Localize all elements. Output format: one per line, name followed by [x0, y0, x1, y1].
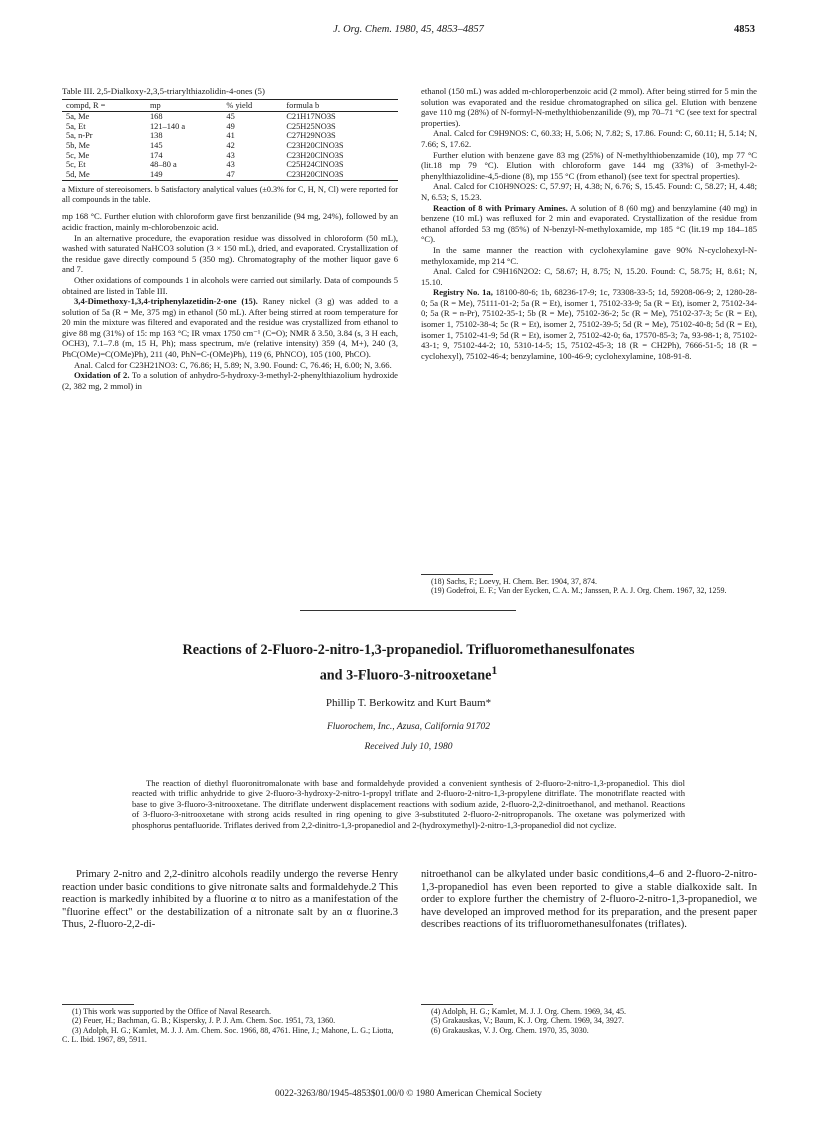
paragraph: Other oxidations of compounds 1 in alcohols were carried out similarly. Data of compounds 5 obtained are listed in Table III.	[62, 274, 398, 296]
reference: (18) Sachs, F.; Loevy, H. Chem. Ber. 1904, 37, 874.	[431, 577, 597, 586]
article-separator	[300, 610, 516, 611]
col-header-compd: compd, R =	[62, 99, 146, 112]
cell: 121–140 a	[149, 121, 186, 131]
table-row	[62, 170, 398, 181]
references-18-19	[421, 574, 757, 596]
intro-right-column	[421, 869, 757, 932]
reference: (19) Godefroi, E. F.; Van der Eycken, C. A. M.; Janssen, P. A. J. Org. Chem. 1967, 32, 1259.	[431, 586, 727, 596]
table-footnotes: a Mixture of stereoisomers. b Satisfactory analytical values (±0.3% for C, H, N, Cl) were reported for all compounds in the table.	[62, 185, 398, 205]
run-in-heading: Reaction of 8 with Primary Amines.	[433, 202, 568, 213]
cell: 5c, Me	[66, 150, 90, 160]
paragraph: In an alternative procedure, the evaporation residue was dissolved in chloroform (50 mL), washed with saturated NaHCO3 solution (3 × 150 mL), dried, and evaporated. Crystallization of the residue gave directly compound 5 (350 mg). Chromatography of the mother liquor gave 6 and 7.	[62, 232, 398, 275]
cell: 47	[222, 170, 282, 181]
cell: C23H20ClNO3S	[286, 150, 344, 160]
authors: Phillip T. Berkowitz and Kurt Baum*	[325, 697, 492, 709]
cell: C25H24ClNO3S	[286, 160, 344, 170]
col-header-formula: formula b	[282, 99, 398, 112]
cell: 43	[226, 160, 235, 170]
cell: C25H25NO3S	[286, 121, 336, 131]
title-line-1: Reactions of 2-Fluoro-2-nitro-1,3-propanediol. Trifluoromethanesulfonates	[182, 642, 635, 658]
paragraph-text: A solution of 8 (60 mg) and benzylamine (40 mg) in benzene (10 mL) was refluxed for 2 min and evaporated. Crystallization of the residue from ethanol afforded 53 mg (85%) of N-benzyl-N-methyloxamide, mp 185 °C (lit.19 mp 184–185 °C).	[421, 202, 758, 245]
footnote: (5) Grakauskas, V.; Baum, K. J. Org. Chem. 1969, 34, 3927.	[431, 1016, 624, 1026]
footnote-rule	[62, 1004, 134, 1005]
footnote: (2) Feuer, H.; Bachman, G. B.; Kispersky, J. P. J. Am. Chem. Soc. 1951, 73, 1360.	[72, 1016, 336, 1026]
data-table	[62, 99, 398, 182]
cell: 5b, Me	[66, 140, 90, 150]
paragraph: Anal. Calcd for C10H9NO2S: C, 57.97; H, 4.38; N, 6.76; S, 15.45. Found: C, 58.27; H, 4.48; N, 6.53; S, 15.23.	[421, 181, 757, 202]
cell: 5c, Et	[66, 160, 86, 170]
cell: C23H20ClNO3S	[286, 140, 344, 150]
received-date: Received July 10, 1980	[364, 742, 453, 752]
cell: 45	[226, 112, 235, 122]
left-column-top	[62, 86, 398, 391]
table-row	[62, 151, 398, 161]
cell: 5a, n-Pr	[66, 131, 93, 141]
table-row	[62, 131, 398, 141]
footnote-rule	[421, 574, 493, 575]
copyright-footer: 0022-3263/80/1945-4853$01.00/0 © 1980 American Chemical Society	[275, 1089, 542, 1099]
paragraph-text: 18100-80-6; 1b, 68236-17-9; 1c, 73308-33-5; 1d, 59208-06-9; 2, 1280-28-0; 5a (R = Me), 75111-01-2; 5a (R = Et), isomer 1, 75102-33-9; 5a (R = Et), isomer 2, 75102-34-0; 5a (R = n-Pr), 75102-35-1; 5b (R = Me), 75102-36-2; 5c (R = Me), 75102-37-3; 5c (R = Et), isomer 1, 75102-38-4; 5c (R = Et), isomer 2, 75102-39-5; 5d (R = Me), 75102-40-8; 5d (R = Et), isomer 1, 75102-41-9; 5d (R = Et), isomer 2, 75102-42-0; 6a, 17570-85-3; 7a, 93-98-1; 8, 75102-43-1; 9, 75102-44-2; 10, 5310-14-5; 15, 75102-45-3; 18 (R = CH2Ph), 7666-51-5; 18 (R = cyclohexyl), 75102-46-4; benzylamine, 100-46-9; cyclohexylamine, 108-91-8.	[421, 287, 757, 361]
col-header-yield: % yield	[222, 99, 282, 112]
cell: C27H29NO3S	[286, 131, 336, 141]
paragraph: Primary 2-nitro and 2,2-dinitro alcohols readily undergo the reverse Henry reaction under basic conditions to give nitronate salts and formaldehyde.2 This reaction is markedly inhibited by a fluorine α to nitro as a manifestation of the "fluorine effect" or the destabilization of a nitronate salt by an α fluorine.3 Thus, 2-fluoro-2,2-di-	[62, 869, 398, 931]
right-column-top	[421, 86, 757, 361]
paragraph: Anal. Calcd for C23H21NO3: C, 76.86; H, 5.89; N, 3.90. Found: C, 76.46; H, 6.00; N, 3.66.	[74, 359, 392, 370]
run-in-heading: Registry No. 1a,	[433, 287, 493, 298]
intro-left-column	[62, 869, 398, 932]
paragraph: ethanol (150 mL) was added m-chloroperbenzoic acid (2 mmol). After being stirred for 5 min the solution was evaporated and the residue chromatographed on silica gel. Elution with benzene gave 110 mg (28%) of N-formyl-N-methylthiobenzanilide (9), mp 70–71 °C (see text for spectral properties).	[421, 86, 757, 128]
table-row	[62, 112, 398, 122]
cell: C21H17NO3S	[286, 112, 336, 122]
paragraph: In the same manner the reaction with cyclohexylamine gave 90% N-cyclohexyl-N-methyloxamide, mp 214 °C.	[421, 244, 757, 266]
paragraph: nitroethanol can be alkylated under basic conditions,4–6 and 2-fluoro-2-nitro-1,3-propanediol has even been reported to give a stable dialkoxide salt. In order to explore further the chemistry of 2-fluoro-2-nitro-1,3-propanediol, we have developed an improved method for its preparation, and the present paper describes reactions of its trifluoromethanesulfonates (triflates).	[421, 869, 757, 931]
title-line-2	[90, 660, 727, 686]
footnote: (4) Adolph, H. G.; Kamlet, M. J. J. Org. Chem. 1969, 34, 45.	[431, 1007, 626, 1016]
table-header-row	[62, 99, 398, 112]
run-in-heading: Oxidation of 2.	[74, 370, 130, 381]
cell: 5a, Me	[66, 112, 90, 122]
cell: 145	[149, 140, 163, 150]
footnote: (1) This work was supported by the Office of Naval Research.	[72, 1007, 271, 1016]
footnotes-left	[62, 1004, 398, 1045]
cell: 168	[149, 112, 163, 122]
title-footnote-mark: 1	[491, 663, 498, 677]
cell: 174	[149, 150, 163, 160]
paragraph-text: To a solution of anhydro-5-hydroxy-3-methyl-2-phenylthiazolium hydroxide (2, 382 mg, 2 mmol) in	[62, 370, 398, 391]
cell: 48–80 a	[149, 160, 177, 170]
table-title: Table III. 2,5-Dialkoxy-2,3,5-triarylthiazolidin-4-ones (5)	[62, 86, 265, 96]
table-row	[62, 122, 398, 132]
paragraph: Further elution with benzene gave 83 mg (25%) of N-methylthiobenzamide (10), mp 77 °C (lit.18 mp 79 °C). Elution with chloroform gave 144 mg (33%) of 3-methyl-2-phenylthiazolidine-4,5-dione (8), mp 155 °C (from ethanol) (see text for spectral properties).	[421, 149, 757, 181]
cell: 5a, Et	[66, 121, 86, 131]
title-text: and 3-Fluoro-3-nitrooxetane	[319, 667, 492, 684]
footnote: (6) Grakauskas, V. J. Org. Chem. 1970, 35, 3030.	[431, 1025, 589, 1035]
paragraph	[421, 203, 757, 245]
article-title	[90, 640, 727, 686]
journal-citation: J. Org. Chem. 1980, 45, 4853–4857	[333, 24, 484, 35]
abstract: The reaction of diethyl fluoronitromalonate with base and formaldehyde provided a convenient synthesis of 2-fluoro-2-nitro-1,3-propanediol. This diol reacted with triflic anhydride to give 2-fluoro-3-hydroxy-2-nitro-1-propyl triflate and 2-fluoro-2-nitro-1,3-propylene ditriflate. The monotriflate reacted with base to give 3-fluoro-3-nitrooxetane. The ditriflate underwent displacement reactions with sodium azide, 2-fluoro-2,2-dinitroethanol, and methanol. Reactions of 3-fluoro-3-nitrooxetane with strong acids resulted in ring opening to give 3-substituted 2-fluoro-2-nitropropanols. The oxetane was polymerized with phosphorus pentafluoride. Triflates derived from 2,2-dinitro-1,3-propanediol and 2-(hydroxymethyl)-2-nitro-1,3-propanediol did not cyclize.	[132, 778, 685, 830]
paragraph: Anal. Calcd for C9H9NOS: C, 60.33; H, 5.06; N, 7.82; S, 17.86. Found: C, 60.11; H, 5.14; N, 7.66; S, 17.62.	[421, 128, 757, 149]
cell: 5d, Me	[62, 170, 146, 181]
footnote-rule	[421, 1004, 493, 1005]
table-row	[62, 160, 398, 170]
cell: 138	[149, 131, 163, 141]
cell: 49	[226, 121, 235, 131]
paragraph: Anal. Calcd for C9H16N2O2: C, 58.67; H, 8.75; N, 15.20. Found: C, 58.75; H, 8.61; N, 15.10.	[421, 266, 757, 287]
table-row	[62, 141, 398, 151]
page-number: 4853	[734, 24, 755, 35]
affiliation: Fluorochem, Inc., Azusa, California 91702	[326, 722, 491, 732]
cell: 43	[226, 150, 235, 160]
col-header-mp: mp	[146, 99, 222, 112]
cell: 149	[146, 170, 222, 181]
paragraph	[62, 296, 398, 360]
registry-numbers	[421, 287, 757, 361]
cell: C23H20ClNO3S	[282, 170, 398, 181]
running-header	[62, 24, 755, 40]
paragraph: mp 168 °C. Further elution with chloroform gave first benzanilide (94 mg, 24%), followed by an acidic fraction, mainly m-chlorobenzoic acid.	[62, 211, 398, 232]
run-in-heading: 3,4-Dimethoxy-1,3,4-triphenylazetidin-2-one (15).	[74, 296, 258, 307]
footnote: (3) Adolph, H. G.; Kamlet, M. J. J. Am. Chem. Soc. 1966, 88, 4761. Hine, J.; Mahone, L. G.; Liotta, C. L. Ibid. 1967, 89, 5911.	[62, 1025, 394, 1045]
cell: 42	[226, 140, 235, 150]
cell: 41	[226, 131, 235, 141]
paragraph	[62, 370, 398, 391]
paragraph-text: Raney nickel (3 g) was added to a solution of 5a (R = Me, 375 mg) in ethanol (50 mL). After being stirred at room temperature for 20 min the mixture was filtered and evaporated and the residue was crystallized from ethanol to give 88 mg (31%) of 15: mp 163 °C; IR νmax 1750 cm⁻¹ (C=O); NMR δ 3.50, 3.84 (s, 3 H each, OCH3), 7.1–7.8 (m, 15 H, Ph); mass spectrum, m/e (relative intensity) 359 (4, M+), 240 (3, PhC(OMe)=C(OMe)Ph), 211 (40, PhN=C-(OMe)Ph), 119 (6, PhNCO), 105 (100, PhCO).	[62, 296, 398, 360]
footnotes-right	[421, 1004, 757, 1035]
